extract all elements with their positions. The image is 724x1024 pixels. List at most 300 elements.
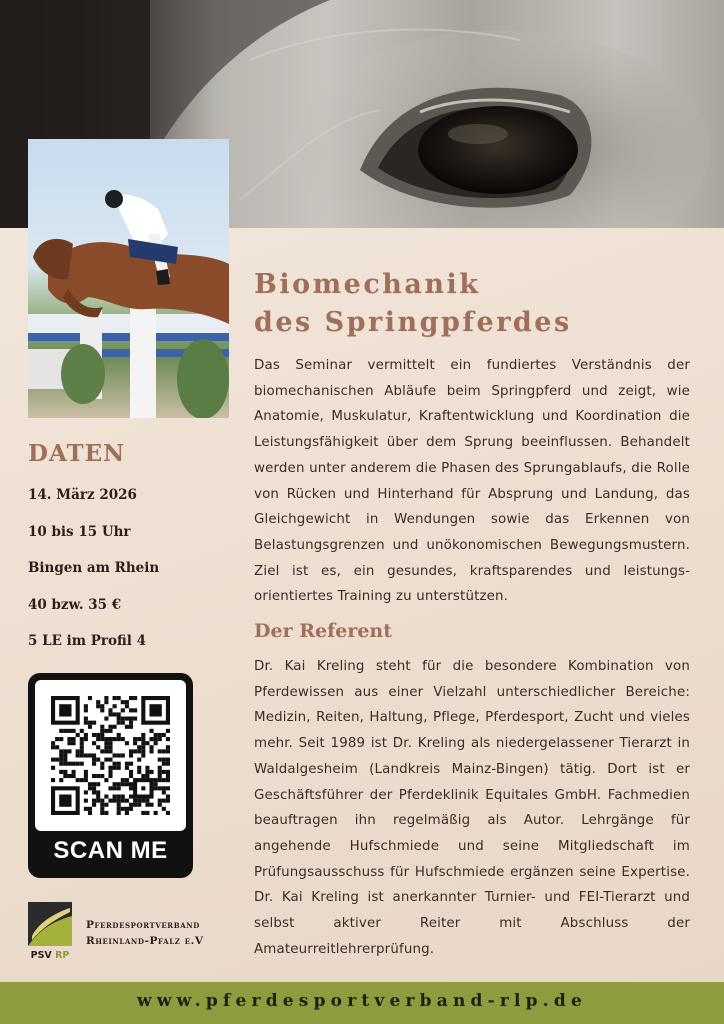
qr-module [137, 758, 141, 762]
qr-module [121, 717, 125, 721]
qr-module [149, 803, 153, 807]
qr-module [51, 745, 55, 749]
org-line-1: Pferdesportverband [86, 919, 200, 931]
qr-module [166, 799, 170, 803]
qr-module [55, 737, 59, 741]
qr-module [108, 741, 112, 745]
qr-module [125, 807, 129, 811]
qr-module [121, 794, 125, 798]
qr-module [117, 712, 121, 716]
qr-code-card[interactable] [28, 673, 193, 878]
qr-module [104, 758, 108, 762]
qr-module [137, 749, 141, 753]
qr-module [59, 737, 63, 741]
qr-module [141, 799, 145, 803]
scan-me-label: SCAN ME [53, 837, 168, 864]
qr-module [121, 737, 125, 741]
logo-abbr-accent: RP [55, 950, 70, 961]
qr-module [63, 774, 67, 778]
qr-module [84, 708, 88, 712]
qr-module [51, 741, 55, 745]
qr-module [76, 749, 80, 753]
qr-module [108, 749, 112, 753]
qr-module [125, 741, 129, 745]
qr-module [129, 708, 133, 712]
qr-module [72, 741, 76, 745]
qr-module [166, 749, 170, 753]
qr-module [108, 786, 112, 790]
qr-module [84, 737, 88, 741]
qr-module [125, 778, 129, 782]
qr-module [108, 745, 112, 749]
qr-module [92, 782, 96, 786]
referent-paragraph: Dr. Kai Kreling steht für die besondere Kombination von Pferdewissen aus einer Vielzahl unterschiedlicher Bereiche: Medizin, Reiten, Haltung, Pflege, Pferdesport, Zucht und vieles mehr. Seit 1989 ist Dr. Kreling als niedergelassener Tierarzt in Waldalgesheim (Landkreis Mainz-Bingen) tätig. Dort ist er Geschäftsführer der Pferdeklinik Equitales GmbH. Fachmedien beauftragen ihn regelmäßig als Autor. Lehrgänge für angehende Hufschmiede und seine Mitgliedschaft im Prüfungsausschuss für Hufschmiede ergänzen seine Expertise. Dr. Kai Kreling ist anerkannter Turnier- und FEI-Tierarzt und selbst aktiver Reiter mit Abschluss der Amateurreitlehrerprüfung. [254, 659, 690, 957]
qr-module [113, 696, 117, 700]
qr-module [162, 807, 166, 811]
qr-module [88, 721, 92, 725]
qr-module [67, 762, 71, 766]
qr-module [158, 766, 162, 770]
qr-module [88, 786, 92, 790]
qr-module [108, 725, 112, 729]
qr-module [96, 733, 100, 737]
qr-module [133, 737, 137, 741]
qr-module [162, 799, 166, 803]
qr-module [80, 778, 84, 782]
qr-module [137, 737, 141, 741]
qr-module [96, 790, 100, 794]
qr-module [129, 725, 133, 729]
qr-module [100, 807, 104, 811]
qr-module [154, 778, 158, 782]
date-item: 14. März 2026 [28, 487, 137, 503]
qr-module [129, 696, 133, 700]
qr-module [104, 811, 108, 815]
qr-module [76, 733, 80, 737]
qr-module [158, 778, 162, 782]
qr-module [113, 786, 117, 790]
qr-module [84, 717, 88, 721]
qr-module [88, 696, 92, 700]
qr-module [129, 770, 133, 774]
qr-code[interactable] [35, 680, 186, 831]
qr-module [149, 745, 153, 749]
qr-module [141, 774, 145, 778]
qr-module [92, 758, 96, 762]
qr-module [158, 799, 162, 803]
qr-module [100, 704, 104, 708]
qr-module [92, 741, 96, 745]
qr-module [166, 774, 170, 778]
qr-module [104, 717, 108, 721]
qr-module [117, 766, 121, 770]
qr-module [92, 786, 96, 790]
intro-paragraph: Das Seminar vermittelt ein fundiertes Verständnis der biomechanischen Abläufe beim Springpferd und zeigt, wie Anatomie, Muskulatur, Kraftentwicklung und Koordination die Leistungsfähigkeit über dem Sprung beeinflussen. Behandelt werden unter anderem die Phasen des Sprungablaufs, die Rolle von Rücken und Hinterhand für Absprung und Landung, das Gleichgewicht in Wendungen sowie das Erkennen von Belastungsgrenzen und unökonomischen Bewegungsmustern. Ziel ist es, ein gesundes, kraftsparendes und leistungsorientiertes Training zu unterstützen. [254, 358, 690, 605]
qr-module [88, 807, 92, 811]
qr-module [100, 708, 104, 712]
qr-module [72, 729, 76, 733]
qr-module [166, 745, 170, 749]
website-link[interactable]: www.pferdesportverband-rlp.de [137, 991, 587, 1011]
qr-module [80, 737, 84, 741]
jumping-horse-illustration [28, 139, 229, 418]
qr-module [63, 753, 67, 757]
qr-module [162, 778, 166, 782]
qr-code-pattern [51, 696, 170, 815]
qr-module [63, 758, 67, 762]
qr-module [100, 766, 104, 770]
qr-module [80, 762, 84, 766]
qr-module [67, 737, 71, 741]
qr-module [129, 774, 133, 778]
qr-module [80, 729, 84, 733]
qr-module [59, 770, 63, 774]
qr-module [145, 770, 149, 774]
qr-module [108, 729, 112, 733]
qr-module [129, 782, 133, 786]
qr-module [76, 753, 80, 757]
qr-module [113, 766, 117, 770]
qr-module [121, 807, 125, 811]
qr-module [158, 803, 162, 807]
qr-module [88, 725, 92, 729]
qr-module [154, 741, 158, 745]
qr-module [129, 753, 133, 757]
qr-module [125, 717, 129, 721]
qr-module [137, 766, 141, 770]
qr-module [72, 770, 76, 774]
qr-module [104, 741, 108, 745]
qr-module [59, 729, 63, 733]
qr-module [72, 737, 76, 741]
qr-module [108, 758, 112, 762]
qr-module [100, 774, 104, 778]
qr-module [104, 749, 108, 753]
qr-module [84, 778, 88, 782]
qr-module [96, 799, 100, 803]
qr-module [96, 794, 100, 798]
qr-module [67, 749, 71, 753]
qr-module [129, 803, 133, 807]
qr-module [117, 803, 121, 807]
qr-module [166, 762, 170, 766]
qr-module [63, 762, 67, 766]
qr-module [100, 749, 104, 753]
qr-module [67, 729, 71, 733]
referent-heading: Der Referent [254, 620, 393, 642]
qr-module [113, 794, 117, 798]
qr-module [100, 737, 104, 741]
logo-text [28, 950, 72, 961]
qr-module [162, 758, 166, 762]
qr-module [117, 782, 121, 786]
qr-module [117, 733, 121, 737]
qr-module [80, 745, 84, 749]
time-item: 10 bis 15 Uhr [28, 523, 131, 540]
qr-module [125, 704, 129, 708]
qr-module [166, 786, 170, 790]
qr-module [154, 811, 158, 815]
qr-module [108, 712, 112, 716]
qr-module [133, 799, 137, 803]
qr-module [117, 794, 121, 798]
org-line-2: Rheinland-Pfalz e.V [86, 935, 204, 947]
qr-module [154, 737, 158, 741]
qr-module [117, 786, 121, 790]
qr-module [88, 782, 92, 786]
qr-module [117, 717, 121, 721]
qr-module [59, 753, 63, 757]
title-line-2: des Springpferdes [254, 307, 572, 338]
qr-module [104, 696, 108, 700]
qr-module [96, 774, 100, 778]
qr-module [76, 762, 80, 766]
psv-rp-logo [28, 902, 72, 966]
qr-module [133, 708, 137, 712]
qr-module [59, 749, 63, 753]
qr-module [100, 733, 104, 737]
qr-module [92, 774, 96, 778]
qr-module [162, 749, 166, 753]
qr-module [117, 696, 121, 700]
qr-module [121, 753, 125, 757]
qr-module [84, 704, 88, 708]
qr-module [72, 762, 76, 766]
qr-module [166, 770, 170, 774]
qr-module [141, 745, 145, 749]
qr-module [104, 778, 108, 782]
qr-module [117, 753, 121, 757]
logo-abbr: PSV [30, 950, 52, 961]
qr-module [63, 729, 67, 733]
qr-module [84, 721, 88, 725]
qr-module [125, 762, 129, 766]
qr-module [55, 745, 59, 749]
qr-module [133, 803, 137, 807]
qr-module [125, 799, 129, 803]
qr-module [92, 799, 96, 803]
qr-module [133, 741, 137, 745]
dates-heading: DATEN [28, 440, 126, 467]
qr-module [145, 811, 149, 815]
qr-module [145, 799, 149, 803]
qr-module [55, 758, 59, 762]
qr-module [121, 799, 125, 803]
qr-module [113, 762, 117, 766]
qr-module [149, 770, 153, 774]
qr-module [84, 790, 88, 794]
qr-module [158, 749, 162, 753]
qr-module [113, 725, 117, 729]
qr-module [113, 712, 117, 716]
qr-module [113, 782, 117, 786]
qr-module [158, 786, 162, 790]
qr-module [96, 700, 100, 704]
title-line-1: Biomechanik [254, 269, 481, 300]
qr-module [92, 721, 96, 725]
qr-module [125, 811, 129, 815]
qr-module [129, 749, 133, 753]
page-title [254, 266, 694, 342]
qr-module [63, 749, 67, 753]
qr-module [108, 770, 112, 774]
qr-module [121, 778, 125, 782]
qr-module [96, 745, 100, 749]
credits-item: 5 LE im Profil 4 [28, 633, 146, 649]
qr-module [162, 790, 166, 794]
qr-module [80, 753, 84, 757]
qr-module [92, 790, 96, 794]
qr-module [166, 811, 170, 815]
qr-module [158, 770, 162, 774]
qr-module [100, 803, 104, 807]
qr-module [129, 807, 133, 811]
qr-module [125, 725, 129, 729]
qr-module [154, 786, 158, 790]
qr-module [84, 799, 88, 803]
qr-module [113, 704, 117, 708]
qr-module [149, 737, 153, 741]
qr-module [108, 766, 112, 770]
qr-module [67, 774, 71, 778]
qr-module [117, 807, 121, 811]
qr-module [121, 782, 125, 786]
qr-module [137, 770, 141, 774]
qr-module [96, 758, 100, 762]
qr-module [162, 733, 166, 737]
qr-module [129, 794, 133, 798]
qr-module [149, 729, 153, 733]
horse-head-logo-icon [28, 902, 72, 948]
qr-module [104, 803, 108, 807]
qr-module [113, 799, 117, 803]
qr-module [92, 753, 96, 757]
qr-module [154, 733, 158, 737]
qr-module [129, 717, 133, 721]
qr-module [51, 758, 55, 762]
qr-module [104, 700, 108, 704]
qr-module [129, 721, 133, 725]
qr-module [100, 811, 104, 815]
qr-module [104, 737, 108, 741]
qr-module [67, 741, 71, 745]
qr-module [84, 770, 88, 774]
qr-module [145, 766, 149, 770]
qr-module [92, 762, 96, 766]
qr-module [125, 700, 129, 704]
qr-module [63, 770, 67, 774]
price-item: 40 bzw. 35 € [28, 596, 122, 613]
qr-module [100, 799, 104, 803]
qr-module [149, 749, 153, 753]
organization-name [86, 917, 204, 949]
qr-module [121, 721, 125, 725]
qr-module [137, 745, 141, 749]
show-jumping-photo [28, 139, 229, 418]
qr-module [117, 762, 121, 766]
qr-module [137, 803, 141, 807]
qr-module [84, 753, 88, 757]
qr-module [92, 803, 96, 807]
qr-module [166, 794, 170, 798]
qr-module [158, 758, 162, 762]
qr-module [158, 774, 162, 778]
qr-module [166, 778, 170, 782]
qr-module [84, 774, 88, 778]
qr-module [88, 811, 92, 815]
qr-module [133, 717, 137, 721]
qr-module [162, 786, 166, 790]
qr-module [121, 700, 125, 704]
qr-module [166, 729, 170, 733]
qr-module [84, 807, 88, 811]
qr-module [141, 733, 145, 737]
qr-module [104, 745, 108, 749]
qr-module [162, 762, 166, 766]
qr-module [104, 794, 108, 798]
qr-module [108, 737, 112, 741]
qr-module [76, 778, 80, 782]
qr-module [145, 803, 149, 807]
qr-module [117, 721, 121, 725]
qr-module [141, 737, 145, 741]
qr-module [141, 749, 145, 753]
dates-list [28, 484, 159, 667]
qr-module [59, 758, 63, 762]
qr-module [96, 737, 100, 741]
qr-module [92, 733, 96, 737]
qr-module [96, 782, 100, 786]
qr-module [80, 741, 84, 745]
qr-module [59, 762, 63, 766]
qr-module [125, 766, 129, 770]
qr-module [72, 774, 76, 778]
footer-bar [0, 982, 724, 1024]
qr-module [129, 786, 133, 790]
qr-module [80, 749, 84, 753]
qr-module [104, 729, 108, 733]
qr-module [96, 704, 100, 708]
qr-module [133, 696, 137, 700]
qr-module [162, 770, 166, 774]
qr-module [145, 774, 149, 778]
qr-module [100, 762, 104, 766]
qr-module [129, 762, 133, 766]
qr-module [113, 737, 117, 741]
qr-module [59, 778, 63, 782]
qr-module [133, 749, 137, 753]
qr-module [117, 799, 121, 803]
qr-module [137, 799, 141, 803]
qr-module [108, 799, 112, 803]
qr-module [51, 766, 55, 770]
qr-module [108, 774, 112, 778]
qr-module [84, 733, 88, 737]
qr-module [100, 729, 104, 733]
qr-module [88, 753, 92, 757]
qr-module [108, 708, 112, 712]
location-item: Bingen am Rhein [28, 560, 160, 576]
qr-module [121, 708, 125, 712]
qr-module [113, 753, 117, 757]
qr-module [145, 741, 149, 745]
qr-module [117, 737, 121, 741]
qr-module [166, 758, 170, 762]
qr-module [158, 737, 162, 741]
qr-module [166, 737, 170, 741]
qr-module [141, 753, 145, 757]
qr-module [117, 811, 121, 815]
